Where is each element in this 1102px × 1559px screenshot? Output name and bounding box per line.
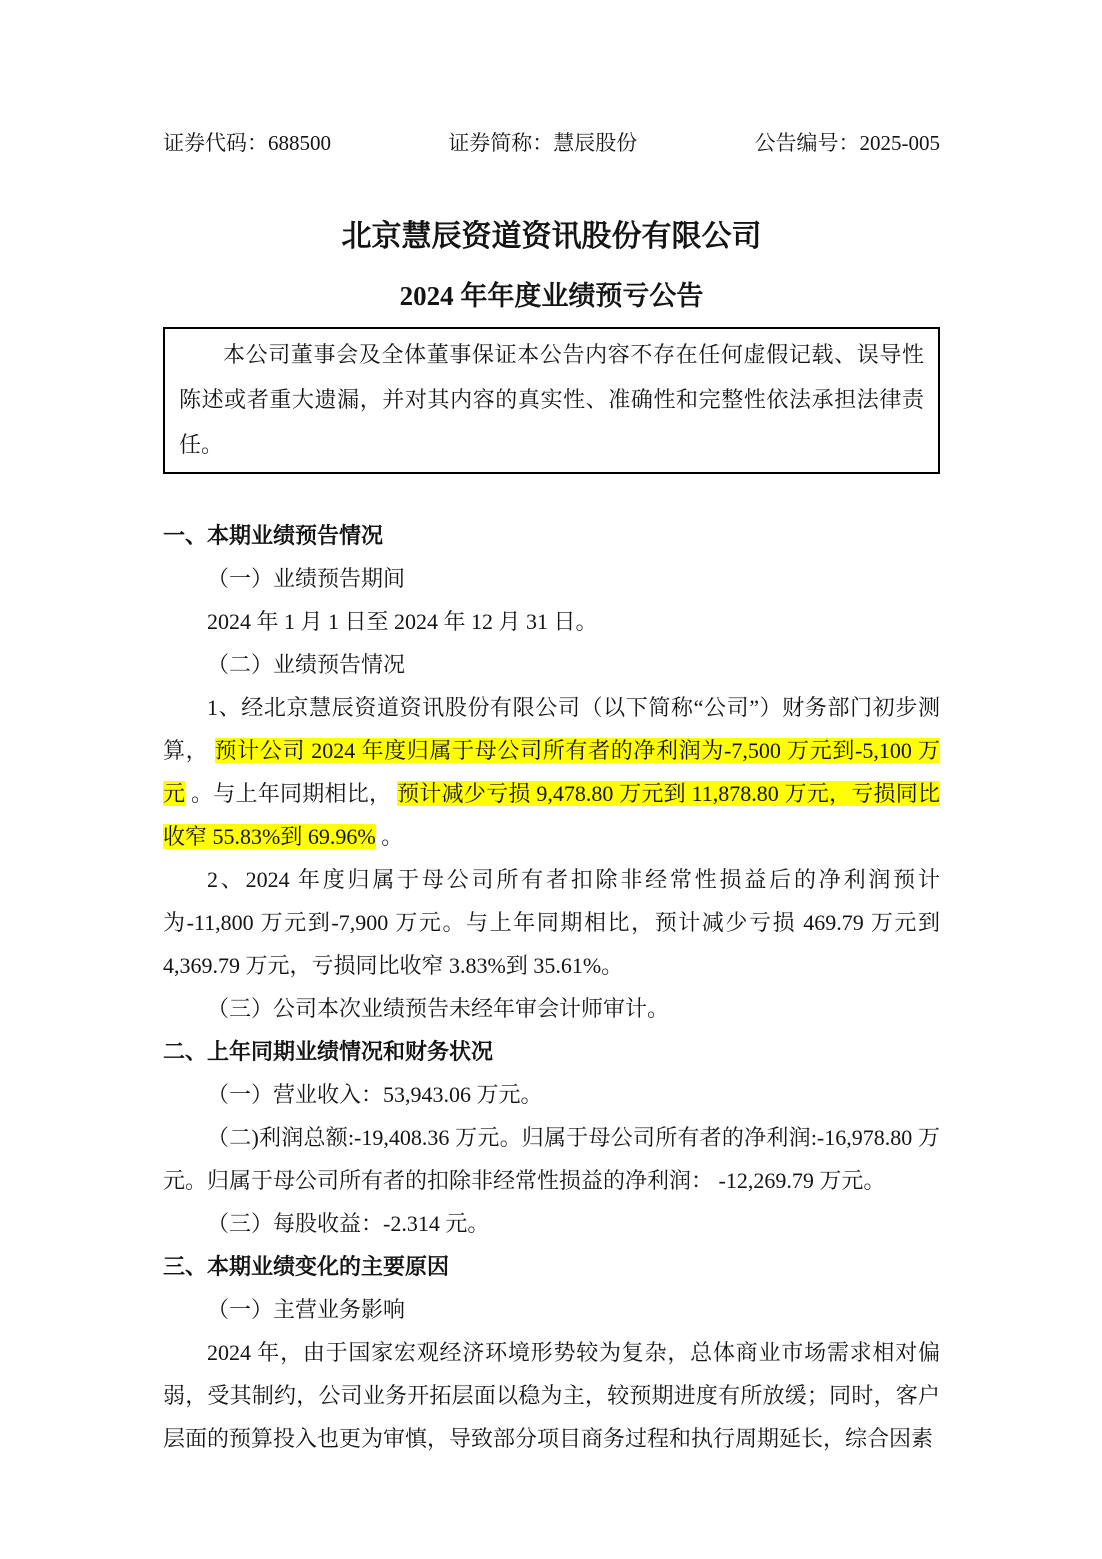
text-segment: 。与上年同期相比， <box>191 780 392 806</box>
announcement-title: 2024 年年度业绩预亏公告 <box>399 281 704 312</box>
board-disclaimer-text: 本公司董事会及全体董事保证本公告内容不存在任何虚假记载、误导性陈述或者重大遗漏，并对其内容的真实性、准确性和完整性依法承担法律责任。 <box>179 341 924 457</box>
non-recurring-net-profit-paragraph: 2、2024 年度归属于母公司所有者扣除非经常性损益后的净利润预计为-11,800 万元到-7,900 万元。与上年同期相比，预计减少亏损 469.79 万元到 4,369.79 万元，亏损同比收窄 3.83%到 35.61%。 <box>163 866 940 978</box>
forecast-period-text: 2024 年 1 月 1 日至 2024 年 12 月 31 日。 <box>207 608 598 634</box>
document-body <box>163 514 940 1460</box>
stock-code: 证券代码：688500 <box>163 131 331 155</box>
text-segment: 。 <box>381 823 404 849</box>
section-1-subheading-situation: （二）业绩预告情况 <box>207 651 406 677</box>
highlighted-loss-reduction: 预计减少亏损 9,478.80 万元到 11,878.80 万元，亏损同比收窄 55.83%到 69.96% <box>163 780 941 849</box>
text-segment: 1、经北京慧辰资道资讯股份有限公司（以下简称“公司”）财务部门初步测算， <box>163 694 940 763</box>
section-1-subheading-unaudited: （三）公司本次业绩预告未经年审会计师审计。 <box>207 995 670 1021</box>
revenue-item: （一）营业收入：53,943.06 万元。 <box>207 1081 543 1107</box>
section-3-subheading-main-business: （一）主营业务影响 <box>207 1296 406 1322</box>
section-2-heading: 二、上年同期业绩情况和财务状况 <box>163 1038 494 1064</box>
section-3-heading: 三、本期业绩变化的主要原因 <box>163 1253 450 1279</box>
total-profit-item: （二)利润总额:-19,408.36 万元。归属于母公司所有者的净利润:-16,978.80 万元。归属于母公司所有者的扣除非经常性损益的净利润： -12,269.79 万元。 <box>163 1124 940 1193</box>
net-profit-forecast-paragraph <box>163 686 940 858</box>
board-disclaimer-box <box>163 327 940 474</box>
section-1-subheading-period: （一）业绩预告期间 <box>207 565 406 591</box>
document-header <box>163 130 940 157</box>
section-1-heading: 一、本期业绩预告情况 <box>163 522 384 548</box>
announcement-number: 公告编号：2025-005 <box>754 131 940 155</box>
highlighted-net-profit-range: 预计公司 2024 年度归属于母公司所有者的净利润为-7,500 万元到-5,100 万元 <box>163 737 940 806</box>
main-business-impact-paragraph: 2024 年，由于国家宏观经济环境形势较为复杂，总体商业市场需求相对偏弱，受其制约，公司业务开拓层面以稳为主，较预期进度有所放缓；同时，客户层面的预算投入也更为审慎，导致部分项目商务过程和执行周期延长，综合因素 <box>163 1339 940 1451</box>
company-name-title: 北京慧辰资道资讯股份有限公司 <box>341 220 762 254</box>
stock-short-name: 证券简称：慧辰股份 <box>448 131 638 155</box>
eps-item: （三）每股收益：-2.314 元。 <box>207 1210 490 1236</box>
